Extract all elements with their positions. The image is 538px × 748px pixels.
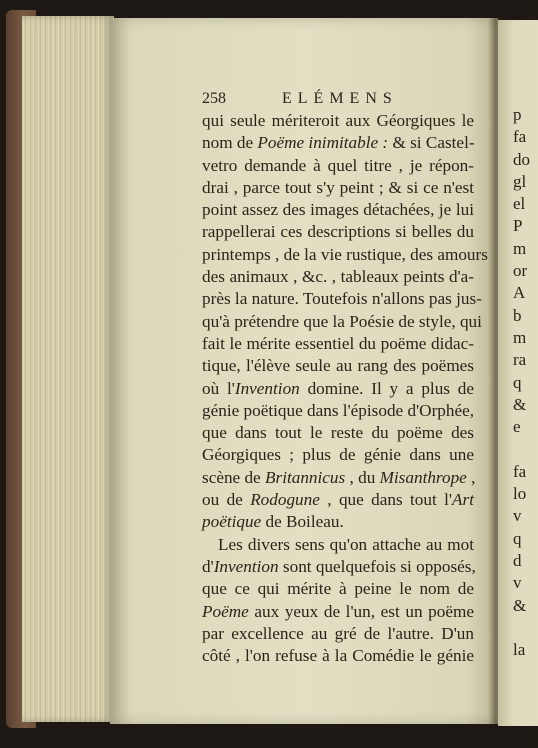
text-segment: point assez des images détachées, je lui [202,200,474,220]
text-segment: Géorgiques ; plus de génie dans une [202,445,474,465]
text-segment: , que dans tout l' [319,490,453,510]
text-line [202,578,474,600]
italic-text: Misanthrope [379,467,467,487]
facing-line-fragment: p [513,105,522,124]
facing-line-fragment: v [513,506,522,526]
text-line [202,221,474,243]
facing-line-fragment: A [513,283,526,303]
text-line [202,467,474,489]
text-line [202,288,482,310]
text-segment: d' [202,556,214,576]
facing-line-fragment: m [513,327,527,347]
text-line [202,155,474,177]
text-segment: printemps , de la vie rustique, des amours [202,244,488,264]
facing-line-fragment: lo [513,484,527,504]
text-line [202,623,474,645]
text-segment: près la nature. Toutefois n'allons pas jus- [202,289,482,309]
text-line [202,355,474,377]
text-line [202,132,474,154]
facing-line-fragment: d [513,550,522,570]
text-line [202,422,474,444]
text-line [202,489,474,511]
text-segment: domine. Il y a plus de [299,378,474,398]
text-line [202,645,474,667]
text-line [202,444,474,466]
facing-line-fragment: & [513,394,527,414]
text-segment: rappellerai ces descriptions si belles du [202,222,474,242]
text-segment: nom de [202,133,258,153]
facing-line-fragment: P [513,216,523,236]
text-line [202,110,474,132]
text-segment: où l' [202,378,235,398]
facing-line-fragment: & [513,595,527,615]
italic-text: Rodogune [250,490,320,510]
text-segment: vetro demande à quel titre , je répon- [202,155,474,175]
text-segment: qui seule mériteroit aux Géorgiques le [202,111,474,130]
text-segment: aux yeux de l'un, est un poëme [248,601,474,621]
facing-line-fragment: la [513,640,526,660]
facing-page-text-fragments [513,104,533,661]
text-segment: fait le mérite essentiel du poëme didac- [202,333,474,353]
italic-text: Art [452,490,474,510]
text-segment: ou de [202,490,251,510]
facing-line-fragment: or [513,261,528,281]
running-title: ELÉMENS [282,90,398,107]
facing-line-fragment: gl [513,171,527,191]
left-page-text [202,88,488,667]
page-number: 258 [202,90,226,107]
text-line [202,199,474,221]
text-segment: drai , parce tout s'y peint ; & si ce n'est [202,177,474,197]
facing-line-fragment: el [513,194,526,214]
facing-line-fragment: q [513,372,522,392]
facing-line-fragment [513,438,533,460]
text-segment: qu'à prétendre que la Poésie de style, qui [202,311,482,331]
facing-line-fragment: do [513,149,530,169]
text-segment: scène de [202,467,265,487]
italic-text: Invention [234,378,300,398]
facing-line-fragment: e [513,417,521,437]
text-segment: des animaux , &c. , tableaux peints d'a- [202,267,474,287]
text-segment: tique, l'élève seule au rang des poëmes [202,356,474,376]
body-text [202,110,488,667]
facing-line-fragment: fa [513,461,527,481]
italic-text: Invention [213,556,279,576]
text-segment: par excellence au gré de l'autre. D'un [202,623,474,643]
text-segment: que ce qui mérite à peine le nom de [202,579,474,599]
facing-line-fragment: q [513,528,522,548]
text-line [202,534,474,556]
facing-line-fragment: fa [513,127,527,147]
text-line [202,511,474,533]
italic-text: Britannicus [265,467,346,487]
text-segment: , [466,467,476,487]
running-head [202,88,474,110]
text-line [202,177,474,199]
facing-line-fragment: m [513,238,527,258]
text-line [202,556,474,578]
italic-text: Poëme [202,601,249,621]
facing-line-fragment: v [513,573,522,593]
text-line [202,378,474,400]
facing-line-fragment [513,617,533,639]
text-line [202,266,474,288]
italic-text: poëtique [202,512,262,532]
text-segment: Les divers sens qu'on attache au mot [218,534,474,554]
text-line [202,400,474,422]
text-segment: sont quelquefois si opposés, [278,556,476,576]
text-line [202,311,482,333]
text-line [202,601,474,623]
page-edges [22,16,114,722]
text-segment: & si Castel- [388,133,475,153]
italic-text: Poëme inimitable : [257,133,389,153]
text-segment: génie poëtique dans l'épisode d'Orphée, [202,400,475,420]
text-line [202,244,488,266]
facing-line-fragment: ra [513,350,527,370]
text-segment: que dans tout le reste du poëme des [202,423,474,443]
facing-line-fragment: b [513,305,522,325]
text-segment: côté , l'on refuse à la Comédie le génie [202,646,474,666]
text-segment: de Boileau. [261,512,344,532]
text-segment: , du [345,467,380,487]
text-line [202,333,474,355]
